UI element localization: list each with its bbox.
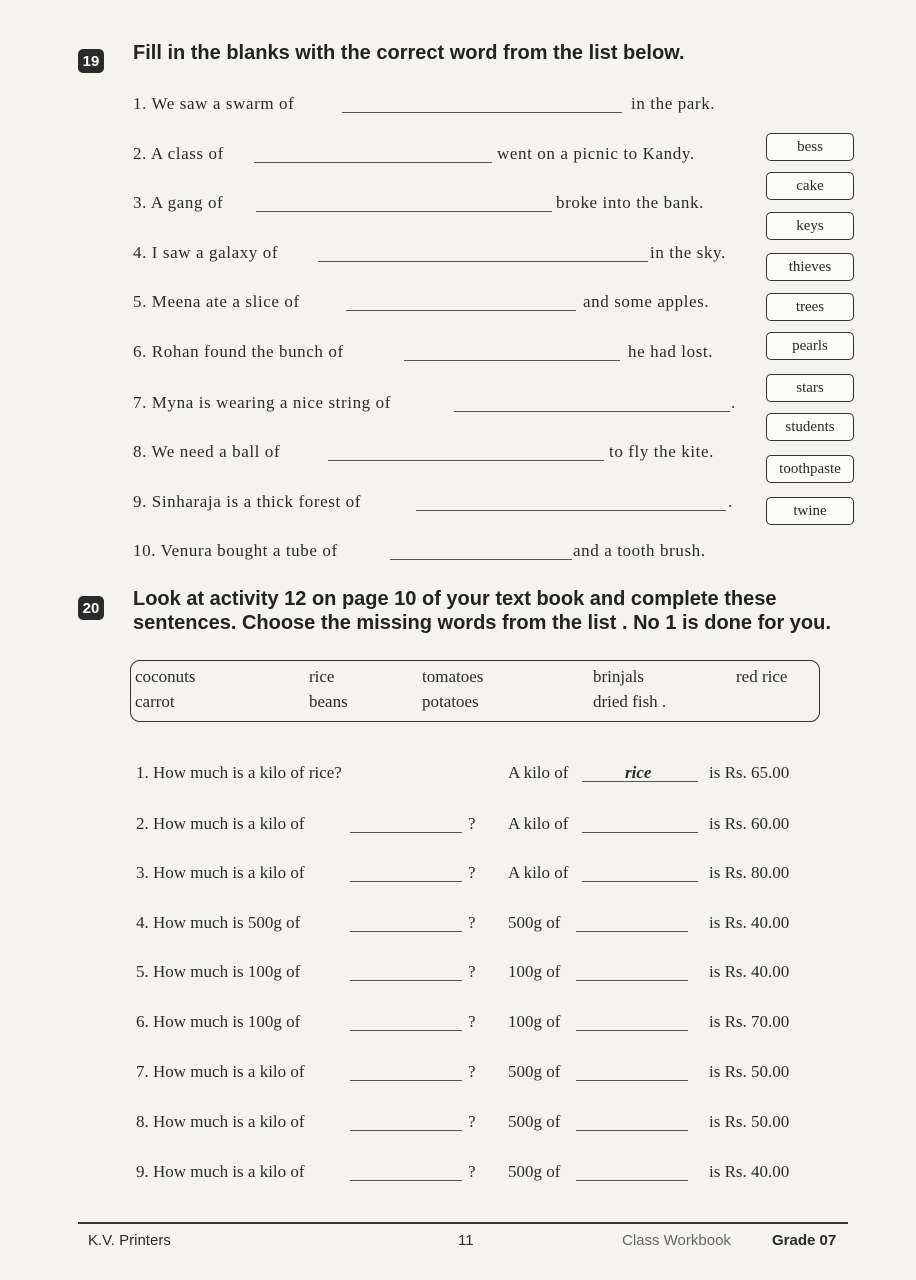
question-mark: ?: [468, 814, 476, 833]
answer-blank[interactable]: [576, 1016, 688, 1031]
price-text: is Rs. 40.00: [709, 962, 790, 981]
answer-blank[interactable]: [576, 1116, 688, 1131]
word-list-item: dried fish .: [593, 692, 667, 711]
question-mark: ?: [468, 913, 476, 932]
price-text: is Rs. 40.00: [709, 913, 790, 932]
word-bank-item: thieves: [766, 253, 854, 281]
sentence-suffix: and some apples.: [583, 292, 710, 311]
answer-prefix: 500g of: [508, 1162, 561, 1181]
sentence-prefix: 6. Rohan found the bunch of: [133, 342, 344, 361]
word-list-item: tomatoes: [422, 667, 484, 686]
question-blank[interactable]: [350, 1166, 462, 1181]
answer-blank[interactable]: [318, 247, 648, 262]
question-blank[interactable]: [350, 917, 462, 932]
question-text: 2. How much is a kilo of: [136, 814, 305, 833]
answer-blank[interactable]: [576, 1066, 688, 1081]
answer-prefix: 500g of: [508, 913, 561, 932]
sentence-prefix: 8. We need a ball of: [133, 442, 281, 461]
answer-blank[interactable]: [576, 966, 688, 981]
answer-prefix: 500g of: [508, 1112, 561, 1131]
sentence-prefix: 4. I saw a galaxy of: [133, 243, 279, 262]
answer-blank[interactable]: [454, 397, 730, 412]
question-mark: ?: [468, 1062, 476, 1081]
exercise-20-heading-line2: sentences. Choose the missing words from the list . No 1 is done for you.: [133, 612, 831, 634]
answer-prefix: A kilo of: [508, 814, 569, 833]
answer-blank[interactable]: [576, 917, 688, 932]
word-bank-item: toothpaste: [766, 455, 854, 483]
answer-blank[interactable]: [346, 296, 576, 311]
sentence-prefix: 9. Sinharaja is a thick forest of: [133, 492, 361, 511]
answer-prefix: A kilo of: [508, 863, 569, 882]
sentence-prefix: 10. Venura bought a tube of: [133, 541, 338, 560]
word-list-item: red rice: [736, 667, 788, 686]
filled-answer: rice: [625, 763, 652, 782]
question-blank[interactable]: [350, 867, 462, 882]
sentence-suffix: to fly the kite.: [609, 442, 714, 461]
price-text: is Rs. 60.00: [709, 814, 790, 833]
word-list-item: carrot: [135, 692, 175, 711]
question-text: 9. How much is a kilo of: [136, 1162, 305, 1181]
question-text: 8. How much is a kilo of: [136, 1112, 305, 1131]
question-blank[interactable]: [350, 966, 462, 981]
price-text: is Rs. 40.00: [709, 1162, 790, 1181]
answer-prefix: 100g of: [508, 1012, 561, 1031]
price-text: is Rs. 50.00: [709, 1062, 790, 1081]
answer-blank[interactable]: [576, 1166, 688, 1181]
book-title: Class Workbook: [622, 1232, 731, 1249]
word-list-box: [130, 660, 820, 722]
question-blank[interactable]: [350, 818, 462, 833]
question-blank[interactable]: [350, 1116, 462, 1131]
exercise-number-badge: 19: [78, 49, 104, 73]
word-list-item: rice: [309, 667, 335, 686]
price-text: is Rs. 50.00: [709, 1112, 790, 1131]
question-text: 5. How much is 100g of: [136, 962, 301, 981]
question-blank[interactable]: [350, 1066, 462, 1081]
question-text: 1. How much is a kilo of rice?: [136, 763, 342, 782]
price-text: is Rs. 65.00: [709, 763, 790, 782]
word-bank-item: students: [766, 413, 854, 441]
sentence-suffix: in the park.: [631, 94, 716, 113]
answer-blank[interactable]: [390, 545, 572, 560]
footer-divider: [78, 1222, 848, 1224]
publisher-name: K.V. Printers: [88, 1232, 171, 1249]
question-blank[interactable]: [350, 1016, 462, 1031]
sentence-prefix: 3. A gang of: [133, 193, 224, 212]
question-mark: ?: [468, 962, 476, 981]
grade-label: Grade 07: [772, 1232, 837, 1249]
sentence-prefix: 5. Meena ate a slice of: [133, 292, 300, 311]
answer-blank[interactable]: [416, 496, 726, 511]
exercise-20-heading-line1: Look at activity 12 on page 10 of your text book and complete these: [133, 588, 777, 610]
sentence-suffix: and a tooth brush.: [573, 541, 706, 560]
word-bank-item: cake: [766, 172, 854, 200]
word-list-item: potatoes: [422, 692, 479, 711]
word-bank-item: pearls: [766, 332, 854, 360]
word-bank-item: stars: [766, 374, 854, 402]
answer-blank[interactable]: [582, 867, 698, 882]
sentence-suffix: .: [731, 393, 736, 412]
answer-prefix: 100g of: [508, 962, 561, 981]
sentence-prefix: 7. Myna is wearing a nice string of: [133, 393, 391, 412]
answer-blank[interactable]: [342, 98, 622, 113]
question-mark: ?: [468, 1012, 476, 1031]
sentence-suffix: .: [728, 492, 733, 511]
sentence-suffix: went on a picnic to Kandy.: [497, 144, 695, 163]
word-bank-item: twine: [766, 497, 854, 525]
question-mark: ?: [468, 863, 476, 882]
sentence-suffix: he had lost.: [628, 342, 714, 361]
answer-blank[interactable]: [404, 346, 620, 361]
question-text: 4. How much is 500g of: [136, 913, 301, 932]
price-text: is Rs. 80.00: [709, 863, 790, 882]
word-bank-item: bess: [766, 133, 854, 161]
word-list-item: coconuts: [135, 667, 196, 686]
answer-prefix: 500g of: [508, 1062, 561, 1081]
exercise-19-heading: Fill in the blanks with the correct word from the list below.: [133, 42, 685, 64]
answer-blank[interactable]: [582, 818, 698, 833]
question-text: 3. How much is a kilo of: [136, 863, 305, 882]
exercise-number-badge: 20: [78, 596, 104, 620]
sentence-prefix: 1. We saw a swarm of: [133, 94, 295, 113]
answer-blank[interactable]: [254, 148, 492, 163]
question-mark: ?: [468, 1162, 476, 1181]
question-text: 7. How much is a kilo of: [136, 1062, 305, 1081]
word-list-item: beans: [309, 692, 348, 711]
page-number: 11: [458, 1232, 474, 1249]
price-text: is Rs. 70.00: [709, 1012, 790, 1031]
word-bank-item: keys: [766, 212, 854, 240]
word-bank-item: trees: [766, 293, 854, 321]
sentence-suffix: broke into the bank.: [556, 193, 704, 212]
question-text: 6. How much is 100g of: [136, 1012, 301, 1031]
sentence-suffix: in the sky.: [650, 243, 726, 262]
answer-blank[interactable]: [328, 446, 604, 461]
question-mark: ?: [468, 1112, 476, 1131]
answer-prefix: A kilo of: [508, 763, 569, 782]
answer-blank[interactable]: [256, 197, 552, 212]
sentence-prefix: 2. A class of: [133, 144, 224, 163]
word-list-item: brinjals: [593, 667, 644, 686]
